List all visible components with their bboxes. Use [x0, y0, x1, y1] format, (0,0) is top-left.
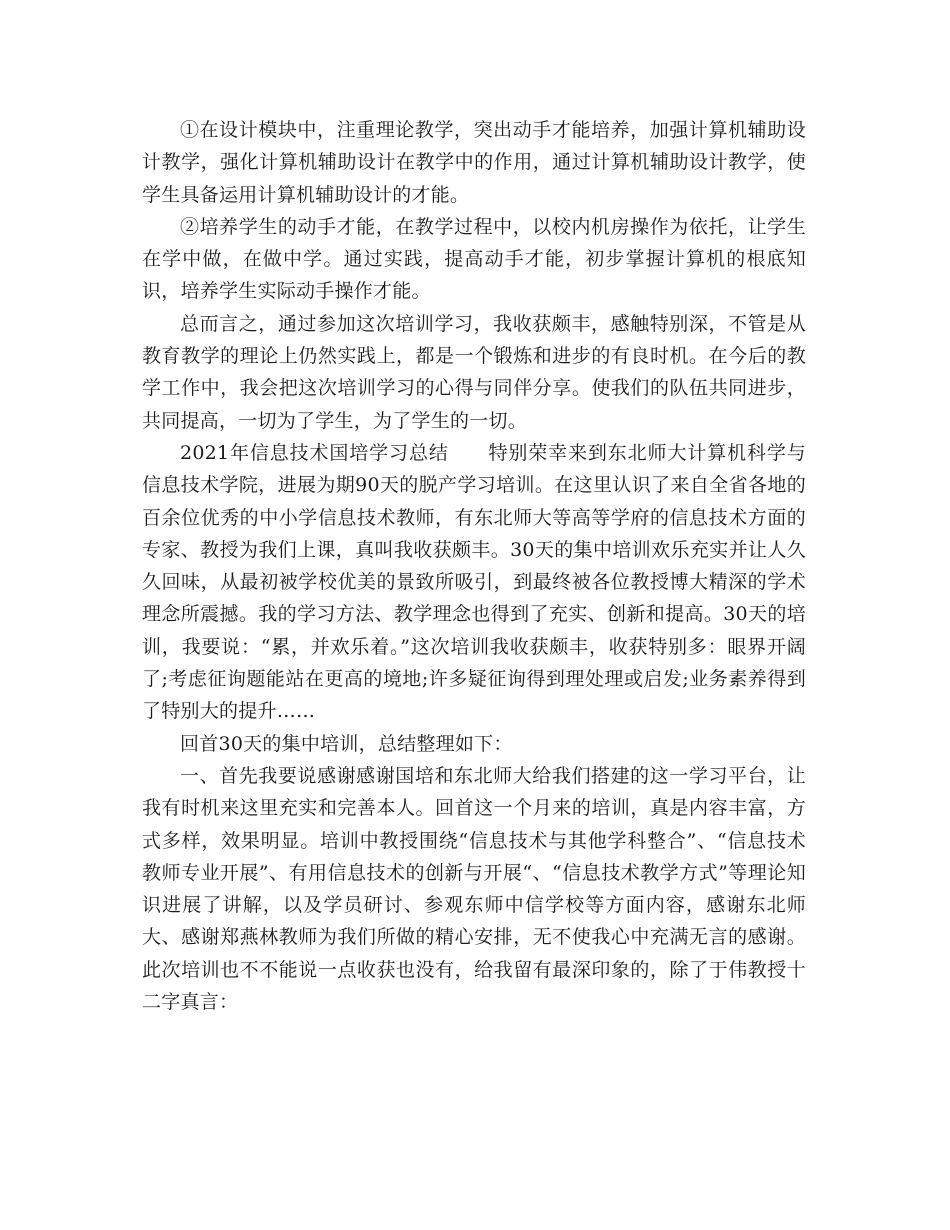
paragraph-review-intro: 回首30天的集中培训，总结整理如下：	[180, 732, 513, 755]
paragraph-thanks: 一、首先我要说感谢感谢国培和东北师大给我们搭建的这一学习平台，让我有时机来这里充实和完善本人。回首这一个月来的培训，真是内容丰富，方式多样，效果明显。培训中教授围绕“信息技术与其他学科整合”、“信息技术教师专业开展”、有用信息技术的创新与开展“、“信息技术教学方式”等理论知识进展了讲解，以及学员研讨、参观东师中信学校等方面内容，感谢东北师大、感谢郑燕林教师为我们所做的精心安排，无不使我心中充满无言的感谢。此次培训也不不能说一点收获也没有，给我留有最深印象的，除了于伟教授十二字真言：	[142, 764, 806, 1014]
paragraph-design-module: ①在设计模块中，注重理论教学，突出动手才能培养，加强计算机辅助设计教学，强化计算机辅助设计在教学中的作用，通过计算机辅助设计教学，使学生具备运用计算机辅助设计的才能。	[142, 119, 806, 206]
document-body	[142, 114, 806, 1018]
paragraph-hands-on-skills: ②培养学生的动手才能，在教学过程中，以校内机房操作为依托，让学生在学中做，在做中学。通过实践，提高动手才能，初步掌握计算机的根底知识，培养学生实际动手操作才能。	[142, 215, 806, 303]
paragraph-training-summary: 2021年信息技术国培学习总结 特别荣幸来到东北师大计算机科学与信息技术学院，进展为期90天的脱产学习培训。在这里认识了来自全省各地的百余位优秀的中小学信息技术教师，有东北师大等高等学府的信息技术方面的专家、教授为我们上课，真叫我收获颇丰。30天的集中培训欢乐充实并让人久久回味，从最初被学校优美的景致所吸引，到最终被各位教授博大精深的学术理念所震撼。我的学习方法、教学理念也得到了充实、创新和提高。30天的培训，我要说：“累，并欢乐着。”这次培训我收获颇丰，收获特别多：眼界开阔了;考虑征询题能站在更高的境地;许多疑征询得到理处理或启发;业务素养得到了特别大的提升……	[142, 441, 806, 723]
paragraph-conclusion: 总而言之，通过参加这次培训学习，我收获颇丰，感触特别深，不管是从教育教学的理论上仍然实践上，都是一个锻炼和进步的有良时机。在今后的教学工作中，我会把这次培训学习的心得与同伴分享。使我们的队伍共同进步，共同提高，一切为了学生，为了学生的一切。	[142, 312, 806, 432]
